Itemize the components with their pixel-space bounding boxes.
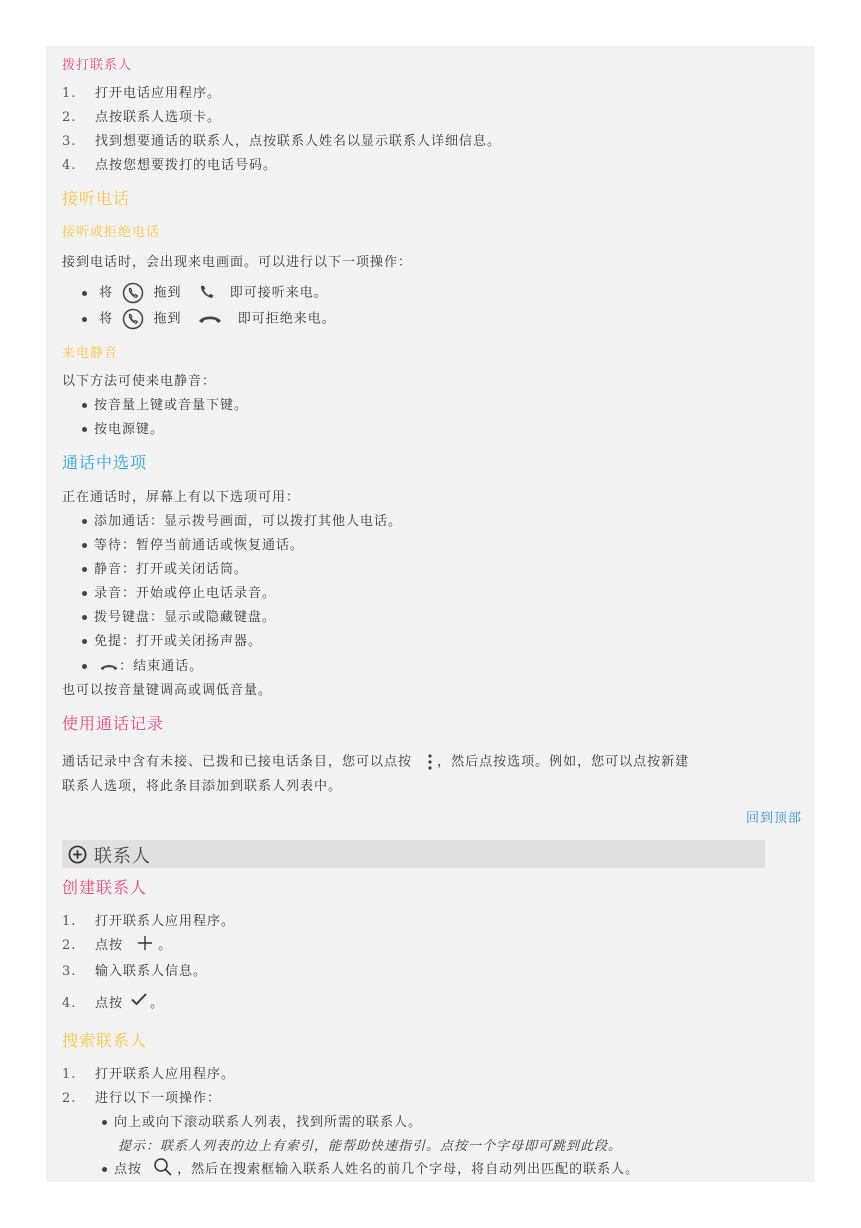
step-number: 2. xyxy=(62,110,77,125)
list-item xyxy=(62,609,276,627)
item-text: 将 xyxy=(99,285,114,301)
log-text: 通话记录中含有未接、已拨和已接电话条目，您可以点按 xyxy=(62,754,413,770)
item-text: 向上或向下滚动联系人列表，找到所需的联系人。 xyxy=(114,1115,423,1130)
create-contact-heading: 创建联系人 xyxy=(62,878,148,897)
step-number: 1. xyxy=(62,914,77,929)
list-item xyxy=(62,658,203,676)
list-item xyxy=(62,109,221,127)
list-item xyxy=(82,1114,422,1132)
answer-subheading: 接听或拒绝电话 xyxy=(62,225,161,240)
list-item xyxy=(62,633,262,651)
list-item xyxy=(62,1090,221,1108)
list-item xyxy=(62,1066,235,1084)
step-text: 。 xyxy=(158,938,173,953)
item-text: 将 xyxy=(99,311,114,327)
phone-handset-icon xyxy=(197,283,217,303)
step-number: 3. xyxy=(62,964,77,979)
item-text: 按音量上键或音量下键。 xyxy=(94,398,249,413)
list-item xyxy=(62,913,235,931)
plus-circle-icon[interactable] xyxy=(68,845,87,864)
step-text: 打开电话应用程序。 xyxy=(95,86,222,101)
bullet xyxy=(75,421,94,439)
item-text: 静音：打开或关闭话筒。 xyxy=(94,562,249,577)
item-text: 拨号键盘：显示或隐藏键盘。 xyxy=(94,610,277,625)
contacts-band-title: 联系人 xyxy=(94,846,151,867)
bullet xyxy=(75,633,94,651)
list-item xyxy=(62,85,221,103)
list-item xyxy=(62,585,276,603)
item-text: 录音：开始或停止电话录音。 xyxy=(94,586,277,601)
item-text: 按电源键。 xyxy=(94,422,165,437)
log-heading: 使用通话记录 xyxy=(62,714,165,733)
hang-up-icon xyxy=(99,661,119,673)
step-number: 4. xyxy=(62,996,77,1011)
bullet xyxy=(95,1161,114,1179)
contacts-section-band xyxy=(62,840,765,868)
dial-heading: 拨打联系人 xyxy=(62,58,133,73)
answer-heading: 接听电话 xyxy=(62,189,131,208)
list-item xyxy=(82,1161,639,1179)
phone-circle-icon xyxy=(122,282,144,304)
step-text: 进行以下一项操作： xyxy=(95,1091,222,1106)
item-text: 拖到 xyxy=(153,285,182,301)
bullet xyxy=(75,513,94,531)
step-text: 点按 xyxy=(95,996,124,1011)
step-text: 点按 xyxy=(95,938,124,953)
more-options-icon xyxy=(423,752,437,772)
list-item xyxy=(62,995,164,1013)
item-text: 即可拒绝来电。 xyxy=(237,311,336,327)
bullet xyxy=(75,561,94,579)
list-item xyxy=(62,157,277,175)
log-line-1 xyxy=(62,752,689,772)
step-text: 。 xyxy=(150,996,165,1011)
bullet xyxy=(75,285,94,303)
log-line-2: 联系人选项，将此条目添加到联系人列表中。 xyxy=(62,779,343,794)
list-item xyxy=(62,513,402,531)
hang-up-icon xyxy=(197,312,223,326)
list-item xyxy=(62,561,248,579)
step-number: 2. xyxy=(62,1091,77,1106)
bullet xyxy=(75,537,94,555)
item-text: 添加通话：显示拨号画面，可以拨打其他人电话。 xyxy=(94,514,403,529)
list-item xyxy=(62,421,164,439)
bullet xyxy=(95,1114,114,1132)
answer-intro: 接到电话时，会出现来电画面。可以进行以下一项操作： xyxy=(62,255,413,270)
item-text: ：结束通话。 xyxy=(119,659,204,674)
item-text: 拖到 xyxy=(153,311,182,327)
log-text: ，然后点按选项。例如，您可以点按新建 xyxy=(437,754,690,770)
step-number: 1. xyxy=(62,86,77,101)
list-item xyxy=(62,397,248,415)
item-text: 点按 xyxy=(114,1162,143,1177)
step-text: 点按联系人选项卡。 xyxy=(95,110,222,125)
options-footer: 也可以按音量键调高或调低音量。 xyxy=(62,683,273,698)
phone-circle-icon xyxy=(122,308,144,330)
list-item xyxy=(62,537,304,555)
mute-intro: 以下方法可使来电静音： xyxy=(62,374,217,389)
step-number: 3. xyxy=(62,134,77,149)
bullet xyxy=(75,658,94,676)
item-text: 免提：打开或关闭扬声器。 xyxy=(94,634,263,649)
step-number: 4. xyxy=(62,158,77,173)
item-text: 即可接听来电。 xyxy=(229,285,328,301)
step-text: 打开联系人应用程序。 xyxy=(95,1067,236,1082)
bullet xyxy=(75,609,94,627)
step-text: 找到想要通话的联系人，点按联系人姓名以显示联系人详细信息。 xyxy=(95,134,502,149)
mute-heading: 来电静音 xyxy=(62,346,119,361)
bullet xyxy=(75,585,94,603)
step-number: 2. xyxy=(62,938,77,953)
item-text: 等待：暂停当前通话或恢复通话。 xyxy=(94,538,305,553)
search-contact-heading: 搜索联系人 xyxy=(62,1031,148,1050)
checkmark-icon xyxy=(130,991,148,1007)
list-item xyxy=(62,963,207,981)
step-number: 1. xyxy=(62,1067,77,1082)
options-intro: 正在通话时，屏幕上有以下选项可用： xyxy=(62,490,301,505)
step-text: 点按您想要拨打的电话号码。 xyxy=(95,158,278,173)
back-to-top-link[interactable]: 回到顶部 xyxy=(745,811,802,826)
search-icon xyxy=(153,1157,173,1177)
step-text: 输入联系人信息。 xyxy=(95,964,208,979)
list-item xyxy=(62,133,501,151)
step-text: 打开联系人应用程序。 xyxy=(95,914,236,929)
document-page xyxy=(46,46,815,1182)
list-item xyxy=(62,308,336,330)
list-item xyxy=(62,937,172,955)
bullet xyxy=(75,311,94,329)
bullet xyxy=(75,397,94,415)
list-item xyxy=(62,282,328,304)
options-heading: 通话中选项 xyxy=(62,453,148,472)
add-icon xyxy=(136,934,154,952)
item-text: ，然后在搜索框输入联系人姓名的前几个字母，将自动列出匹配的联系人。 xyxy=(177,1162,640,1177)
search-tip: 提示：联系人列表的边上有索引，能帮助快速指引。点按一个字母即可跳到此段。 xyxy=(118,1139,623,1154)
